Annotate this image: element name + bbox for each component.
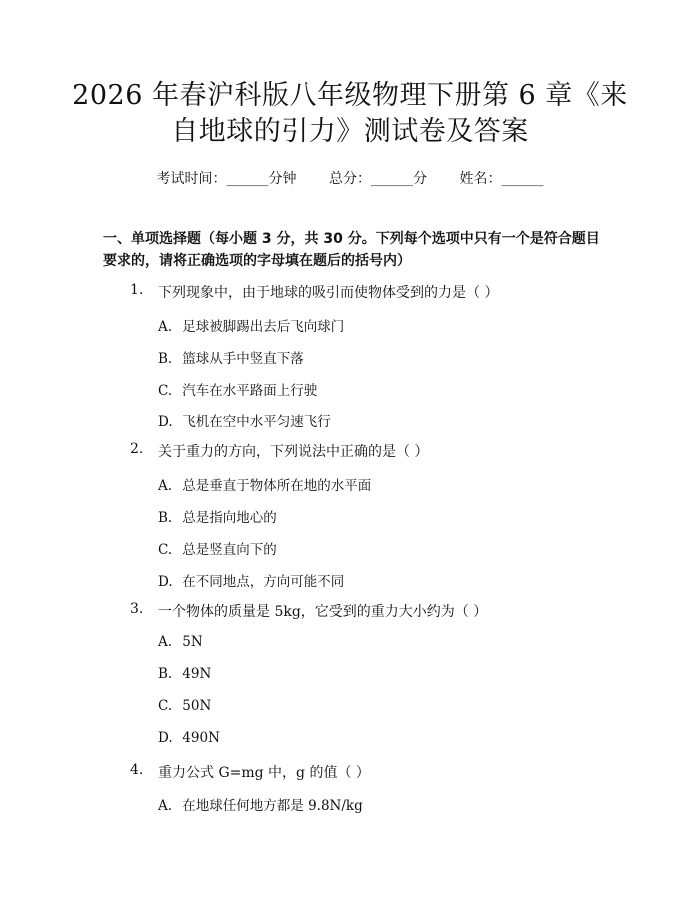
option-text: 总是竖直向下的	[182, 542, 277, 558]
question-text: 一个物体的质量是 5kg，它受到的重力大小约为（ ）	[158, 604, 488, 620]
answer-option	[158, 698, 211, 714]
answer-option	[158, 379, 317, 399]
question-text: 下列现象中，由于地球的吸引而使物体受到的力是（ ）	[158, 285, 499, 301]
option-letter: D.	[158, 414, 173, 430]
question-number: 3.	[130, 601, 144, 617]
option-letter: D.	[158, 730, 173, 746]
option-letter: C.	[158, 542, 173, 558]
option-letter: A.	[158, 478, 173, 494]
option-text: 50N	[182, 698, 212, 714]
answer-option	[158, 410, 331, 430]
option-text: 篮球从手中竖直下落	[182, 351, 304, 367]
option-text: 飞机在空中水平匀速飞行	[182, 414, 331, 430]
option-letter: C.	[158, 698, 173, 714]
option-letter: D.	[158, 574, 173, 590]
option-text: 5N	[182, 634, 203, 650]
answer-option	[158, 347, 304, 367]
option-letter: B.	[158, 666, 173, 682]
option-text: 足球被脚踢出去后飞向球门	[182, 319, 345, 335]
question-number: 1.	[130, 282, 144, 298]
exam-time-field: 考试时间：______分钟	[156, 171, 297, 187]
student-name-field: 姓名：______	[459, 171, 544, 187]
option-text: 汽车在水平路面上行驶	[182, 383, 318, 399]
option-letter: A.	[158, 319, 173, 335]
answer-option	[158, 538, 277, 558]
answer-option	[158, 666, 211, 682]
document-title: 2026 年春沪科版八年级物理下册第 6 章《来自地球的引力》测试卷及答案	[72, 80, 628, 147]
option-letter: B.	[158, 510, 173, 526]
option-letter: B.	[158, 351, 173, 367]
option-text: 总是垂直于物体所在地的水平面	[182, 478, 372, 494]
answer-option	[158, 506, 277, 526]
option-letter: C.	[158, 383, 173, 399]
answer-option	[158, 474, 371, 494]
answer-option	[158, 634, 203, 650]
question-number: 2.	[130, 441, 144, 457]
question-text: 关于重力的方向，下列说法中正确的是（ ）	[158, 444, 429, 460]
total-score-field: 总分：______分	[329, 171, 427, 187]
answer-option	[158, 730, 220, 746]
option-text: 总是指向地心的	[182, 510, 277, 526]
option-text: 在地球任何地方都是 9.8N/kg	[182, 798, 363, 814]
answer-option	[158, 794, 363, 814]
answer-option	[158, 570, 344, 590]
answer-option	[158, 315, 344, 335]
question-number: 4.	[130, 762, 144, 778]
option-text: 在不同地点，方向可能不同	[182, 574, 345, 590]
option-letter: A.	[158, 634, 173, 650]
question-text: 重力公式 G=mg 中，g 的值（ ）	[158, 765, 370, 781]
option-text: 490N	[182, 730, 220, 746]
section-heading: 一、单项选择题（每小题 3 分，共 30 分。下列每个选项中只有一个是符合题目要求的，请将正确选项的字母填在题后的括号内）	[103, 231, 600, 269]
option-letter: A.	[158, 798, 173, 814]
exam-info-line	[0, 168, 700, 188]
option-text: 49N	[182, 666, 212, 682]
